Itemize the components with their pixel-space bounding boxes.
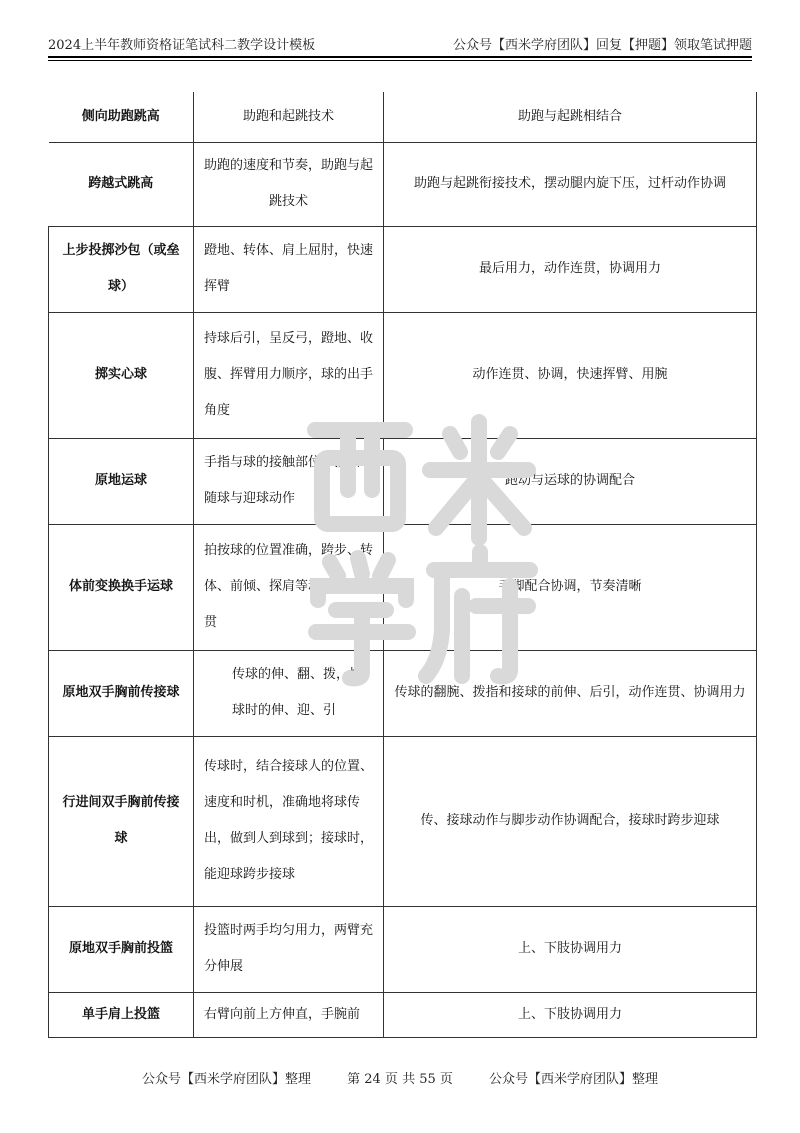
table-row	[49, 906, 757, 992]
table-row	[49, 992, 757, 1037]
header-left-text: 2024上半年教师资格证笔试科二教学设计模板	[48, 38, 316, 53]
table-cell-item: 单手肩上投篮	[49, 992, 194, 1037]
table-cell-item: 侧向助跑跳高	[49, 92, 194, 142]
table-cell-key-point: 传球时，结合接球人的位置、速度和时机，准确地将球传出，做到人到球到；接球时，能迎球跨步接球	[194, 736, 384, 906]
table-cell-item: 行进间双手胸前传接球	[49, 736, 194, 906]
table-cell-difficulty: 上、下肢协调用力	[384, 992, 757, 1037]
table-cell-item: 体前变换换手运球	[49, 524, 194, 650]
footer-right-text: 公众号【西米学府团队】整理	[489, 1072, 659, 1087]
table-cell-item: 掷实心球	[49, 312, 194, 438]
table-row	[49, 226, 757, 312]
table-cell-difficulty: 传球的翻腕、拨指和接球的前伸、后引，动作连贯、协调用力	[384, 650, 757, 736]
table-cell-item: 跨越式跳高	[49, 142, 194, 226]
table-row	[49, 650, 757, 736]
table-cell-key-point: 助跑和起跳技术	[194, 92, 384, 142]
table-cell-item: 原地双手胸前投篮	[49, 906, 194, 992]
table-row	[49, 438, 757, 524]
table-cell-key-point: 传球的伸、翻、拨，接球时的伸、迎、引	[194, 650, 384, 736]
table-cell-difficulty: 助跑与起跳衔接技术，摆动腿内旋下压，过杆动作协调	[384, 142, 757, 226]
page-header	[48, 30, 752, 56]
footer-left-text: 公众号【西米学府团队】整理	[141, 1072, 311, 1087]
table-cell-key-point: 手指与球的接触部位，按拍时随球与迎球动作	[194, 438, 384, 524]
table-cell-key-point: 拍按球的位置准确，跨步、转体、前倾、探肩等动作协调连贯	[194, 524, 384, 650]
page-number: 第 24 页 共 55 页	[347, 1072, 453, 1087]
table-cell-key-point: 投篮时两手均匀用力，两臂充分伸展	[194, 906, 384, 992]
header-divider	[48, 56, 752, 58]
table-cell-difficulty: 跑动与运球的协调配合	[384, 438, 757, 524]
table-cell-difficulty: 上、下肢协调用力	[384, 906, 757, 992]
table-cell-difficulty: 最后用力，动作连贯，协调用力	[384, 226, 757, 312]
table-cell-key-point: 持球后引，呈反弓，蹬地、收腹、挥臂用力顺序，球的出手角度	[194, 312, 384, 438]
header-divider-thin	[48, 60, 752, 61]
header-right-text: 公众号【西米学府团队】回复【押题】领取笔试押题	[452, 38, 752, 53]
teaching-content-table	[48, 92, 757, 1038]
table-row	[49, 92, 757, 142]
table-row	[49, 524, 757, 650]
page-footer	[0, 1068, 800, 1087]
table-row	[49, 736, 757, 906]
table-cell-key-point: 右臂向前上方伸直，手腕前	[194, 992, 384, 1037]
table-cell-difficulty: 助跑与起跳相结合	[384, 92, 757, 142]
table-row	[49, 142, 757, 226]
table-cell-key-point: 助跑的速度和节奏，助跑与起跳技术	[194, 142, 384, 226]
table-cell-item: 原地双手胸前传接球	[49, 650, 194, 736]
table-cell-difficulty: 动作连贯、协调，快速挥臂、用腕	[384, 312, 757, 438]
table-cell-key-point: 蹬地、转体、肩上屈肘，快速挥臂	[194, 226, 384, 312]
table-cell-difficulty: 传、接球动作与脚步动作协调配合，接球时跨步迎球	[384, 736, 757, 906]
table-cell-difficulty: 手脚配合协调，节奏清晰	[384, 524, 757, 650]
table-row	[49, 312, 757, 438]
table-cell-item: 上步投掷沙包（或垒球）	[49, 226, 194, 312]
table-cell-item: 原地运球	[49, 438, 194, 524]
